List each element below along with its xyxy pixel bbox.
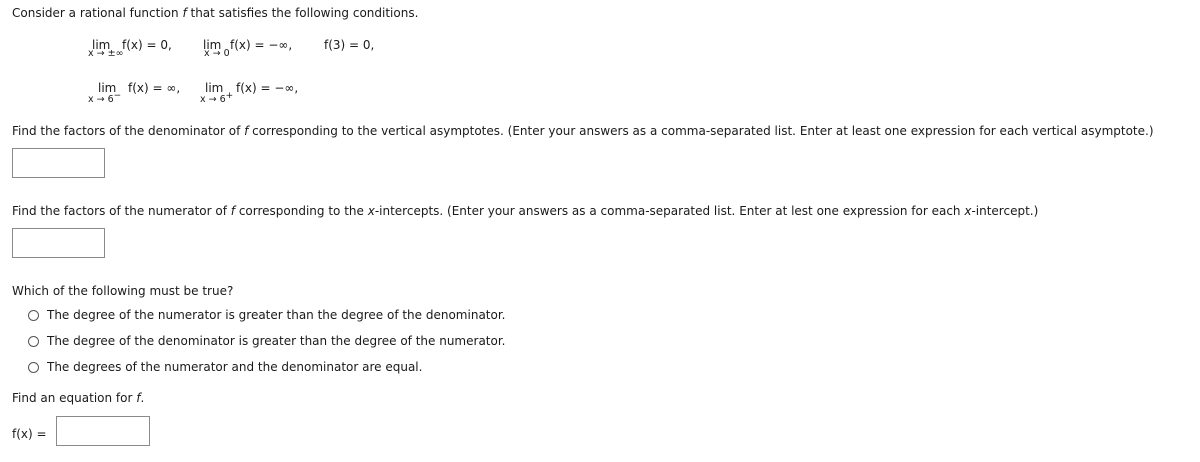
lim-expression: f(x) = 0, <box>122 38 172 52</box>
lim-subscript: x → 0 <box>204 48 230 59</box>
lim-superscript: + <box>225 91 234 101</box>
lim-word: lim <box>205 81 224 95</box>
condition-f3: f(3) = 0, <box>324 38 375 52</box>
option-label: The degrees of the numerator and the denominator are equal. <box>47 360 423 374</box>
q2-x2: x <box>964 204 972 218</box>
degree-option-numerator-greater[interactable] <box>28 308 505 322</box>
lim-expression: f(x) = ∞, <box>128 81 181 95</box>
degree-option-denominator-greater[interactable] <box>28 334 505 348</box>
q2-mid2: -intercepts. (Enter your answers as a comma-separated list. Enter at lest one expression for each <box>374 204 965 218</box>
lim-superscript: − <box>113 91 122 101</box>
option-label: The degree of the denominator is greater than the degree of the numerator. <box>47 334 506 348</box>
lim-word: lim <box>92 38 111 52</box>
q1-before: Find the factors of the denominator of <box>12 124 245 138</box>
question-numerator-factors <box>12 204 1038 218</box>
lim-subscript <box>200 91 233 105</box>
radio-button[interactable] <box>28 362 39 373</box>
degree-option-equal[interactable] <box>28 360 422 374</box>
q2-mid: corresponding to the <box>235 204 368 218</box>
lim-subscript <box>88 91 121 105</box>
equation-field[interactable] <box>56 416 150 446</box>
lim-word: lim <box>203 38 222 52</box>
q4-before: Find an equation for <box>12 391 137 405</box>
intro-after: that satisfies the following conditions. <box>186 6 419 20</box>
question-degree: Which of the following must be true? <box>12 284 234 298</box>
question-equation <box>12 391 144 405</box>
intro-before: Consider a rational function <box>12 6 183 20</box>
equation-label: f(x) = <box>12 427 47 441</box>
question-denominator-factors <box>12 124 1154 138</box>
lim-word: lim <box>98 81 117 95</box>
lim-expression: f(x) = −∞, <box>236 81 299 95</box>
numerator-factors-field[interactable] <box>12 228 105 258</box>
equation-input[interactable] <box>57 417 149 445</box>
lim-subscript-text: x → 6 <box>200 94 226 105</box>
q2-f: f <box>230 204 235 218</box>
q1-after: corresponding to the vertical asymptotes. (Enter your answers as a comma-separated list. Enter at least one expression for each vertical asymptote.) <box>248 124 1154 138</box>
lim-subscript-text: x → 6 <box>88 94 114 105</box>
intro-f: f <box>182 6 187 20</box>
numerator-factors-input[interactable] <box>13 229 104 257</box>
q1-f: f <box>244 124 249 138</box>
intro-text <box>12 6 418 20</box>
denominator-factors-field[interactable] <box>12 148 105 178</box>
option-label: The degree of the numerator is greater than the degree of the denominator. <box>47 308 506 322</box>
q4-after: . <box>140 391 145 405</box>
lim-expression: f(x) = −∞, <box>230 38 293 52</box>
q2-x: x <box>367 204 375 218</box>
q2-after: -intercept.) <box>971 204 1039 218</box>
radio-button[interactable] <box>28 310 39 321</box>
q2-before: Find the factors of the numerator of <box>12 204 231 218</box>
denominator-factors-input[interactable] <box>13 149 104 177</box>
q4-f: f <box>136 391 141 405</box>
radio-button[interactable] <box>28 336 39 347</box>
lim-subscript: x → ±∞ <box>88 48 124 59</box>
